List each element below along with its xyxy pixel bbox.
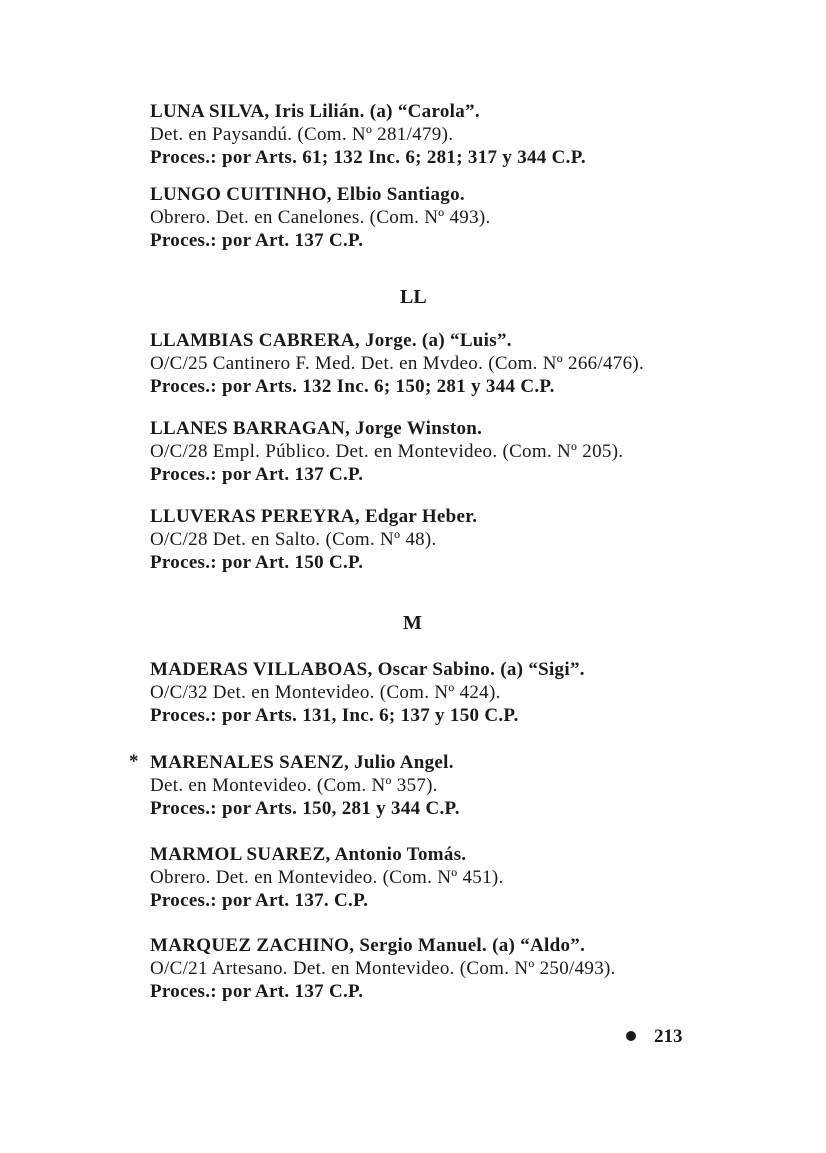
entry-proces: Proces.: por Arts. 132 Inc. 6; 150; 281 y 344 C.P. xyxy=(150,376,555,397)
entry-marenales-saenz xyxy=(150,751,460,820)
entry-name: LUNGO CUITINHO, Elbio Santiago. xyxy=(150,184,465,205)
entry-detail: O/C/25 Cantinero F. Med. Det. en Mvdeo. (Com. Nº 266/476). xyxy=(150,353,645,374)
section-heading-m: M xyxy=(403,612,422,634)
asterisk-marker: * xyxy=(129,751,139,772)
entry-detail: O/C/21 Artesano. Det. en Montevideo. (Com. Nº 250/493). xyxy=(150,958,616,979)
entry-proces: Proces.: por Art. 137 C.P. xyxy=(150,464,364,485)
entry-proces: Proces.: por Art. 150 C.P. xyxy=(150,552,364,573)
entry-detail: Obrero. Det. en Montevideo. (Com. Nº 451). xyxy=(150,867,504,888)
section-heading-ll: LL xyxy=(400,286,427,308)
entry-name: MARMOL SUAREZ, Antonio Tomás. xyxy=(150,844,467,865)
entry-name: LLUVERAS PEREYRA, Edgar Heber. xyxy=(150,506,478,527)
entry-name: LUNA SILVA, Iris Lilián. (a) “Carola”. xyxy=(150,101,480,122)
entry-marquez-zachino xyxy=(150,934,616,1003)
entry-proces: Proces.: por Arts. 131, Inc. 6; 137 y 150 C.P. xyxy=(150,705,519,726)
entry-luna-silva xyxy=(150,100,586,169)
bullet-icon xyxy=(626,1031,636,1041)
entry-name: MARENALES SAENZ, Julio Angel. xyxy=(150,752,454,773)
entry-detail: O/C/28 Det. en Salto. (Com. Nº 48). xyxy=(150,529,437,550)
entry-name: MARQUEZ ZACHINO, Sergio Manuel. (a) “Aldo”. xyxy=(150,935,586,956)
entry-proces: Proces.: por Art. 137. C.P. xyxy=(150,890,369,911)
entry-proces: Proces.: por Arts. 150, 281 y 344 C.P. xyxy=(150,798,460,819)
entry-detail: O/C/28 Empl. Público. Det. en Montevideo. (Com. Nº 205). xyxy=(150,441,624,462)
entry-proces: Proces.: por Art. 137 C.P. xyxy=(150,230,364,251)
entry-maderas-villaboas xyxy=(150,658,585,727)
entry-marmol-suarez xyxy=(150,843,504,912)
entry-name: LLANES BARRAGAN, Jorge Winston. xyxy=(150,418,483,439)
entry-llambias-cabrera xyxy=(150,329,644,398)
entry-proces: Proces.: por Arts. 61; 132 Inc. 6; 281; 317 y 344 C.P. xyxy=(150,147,586,168)
page-number: 213 xyxy=(654,1026,683,1047)
entry-lungo-cuitinho xyxy=(150,183,491,252)
entry-detail: O/C/32 Det. en Montevideo. (Com. Nº 424). xyxy=(150,682,501,703)
entry-llanes-barragan xyxy=(150,417,623,486)
entry-detail: Det. en Montevideo. (Com. Nº 357). xyxy=(150,775,438,796)
entry-lluveras-pereyra xyxy=(150,505,477,574)
entry-name: MADERAS VILLABOAS, Oscar Sabino. (a) “Sigi”. xyxy=(150,659,585,680)
entry-detail: Det. en Paysandú. (Com. Nº 281/479). xyxy=(150,124,454,145)
page-footer xyxy=(626,1026,683,1048)
entry-detail: Obrero. Det. en Canelones. (Com. Nº 493). xyxy=(150,207,491,228)
entry-name: LLAMBIAS CABRERA, Jorge. (a) “Luis”. xyxy=(150,330,512,351)
entry-proces: Proces.: por Art. 137 C.P. xyxy=(150,981,364,1002)
